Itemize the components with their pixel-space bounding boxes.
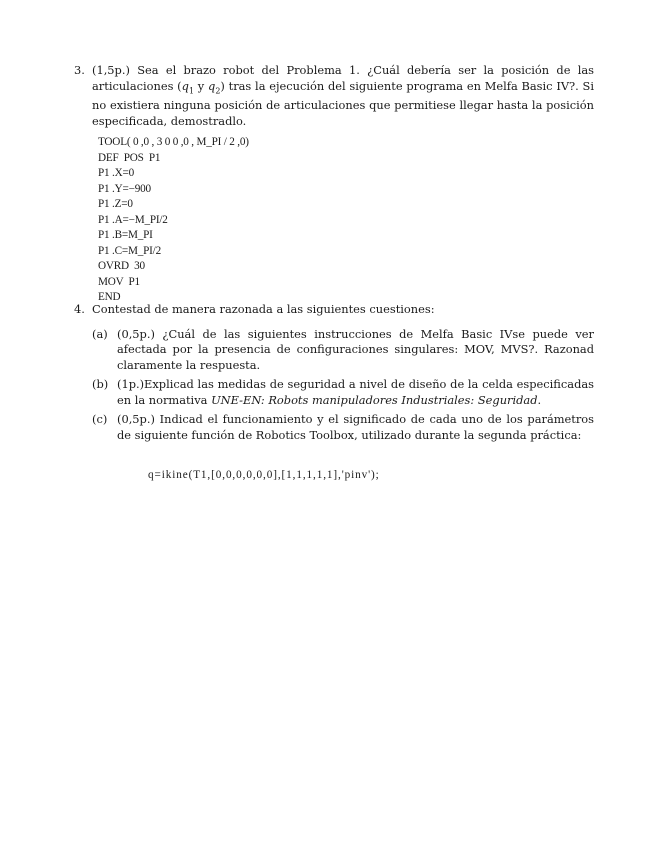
question-label: (a) (92, 326, 108, 341)
problem-4 (74, 302, 594, 443)
code-line: MOV P1 (98, 275, 140, 288)
code-line: P1 .Z=0 (98, 198, 133, 211)
code-line: END (98, 291, 121, 304)
code-line: P1 .B=M_PI (98, 229, 153, 242)
problem-4-number: 4. (74, 302, 85, 316)
problem-4-intro: Contestad de manera razonada a las siguientes cuestiones: (92, 302, 435, 316)
code-line: DEF POS P1 (98, 151, 161, 164)
problem-3-statement: (1,5p.) Sea el brazo robot del Problema 1. ¿Cuál debería ser la posición de las articulaciones ($q_1$ y $q_2$) tras la ejecución del siguiente programa en Melfa Basic IV?. Si no existiera ninguna posición de articulaciones que permitiese llegar hasta la posición especificada, demostradlo. (92, 63, 594, 128)
question-text: (0,5p.) ¿Cuál de las siguientes instrucciones de Melfa Basic IVse puede ver afectada por la presencia de configuraciones singulares: MOV, MVS?. Razonad claramente la respuesta. (117, 326, 594, 372)
melfa-program-code (98, 135, 594, 306)
question-4b (92, 377, 594, 408)
code-line: P1 .A=−M_PI/2 (98, 213, 168, 226)
code-line: P1 .Y=−900 (98, 182, 151, 195)
question-label: (b) (92, 377, 109, 391)
question-4a (92, 327, 594, 374)
standard-title: UNE-EN: Robots manipuladores Industriales: Seguridad (211, 392, 538, 407)
code-line: OVRD 30 (98, 260, 145, 273)
question-4c (92, 412, 594, 443)
question-text: (1p.)Explicad las medidas de seguridad a nivel de diseño de la celda especificadas en la normativa UNE-EN: Robots manipuladores Industriales: Seguridad. (117, 377, 594, 407)
question-label: (c) (92, 412, 108, 426)
problem-3-number: 3. (74, 63, 85, 77)
code-line: P1 .X=0 (98, 167, 134, 180)
code-line: P1 .C=M_PI/2 (98, 244, 161, 257)
question-text: (0,5p.) Indicad el funcionamiento y el significado de cada uno de los parámetros de siguiente función de Robotics Toolbox, utilizado durante la segunda práctica: (117, 412, 594, 442)
problem-3 (74, 63, 594, 306)
ikine-formula: q=ikine(T1,[0,0,0,0,0,0],[1,1,1,1,1],'pinv'); (148, 469, 380, 481)
code-line: TOOL( 0 ,0 , 3 0 0 ,0 , M_PI / 2 ,0) (98, 136, 249, 149)
